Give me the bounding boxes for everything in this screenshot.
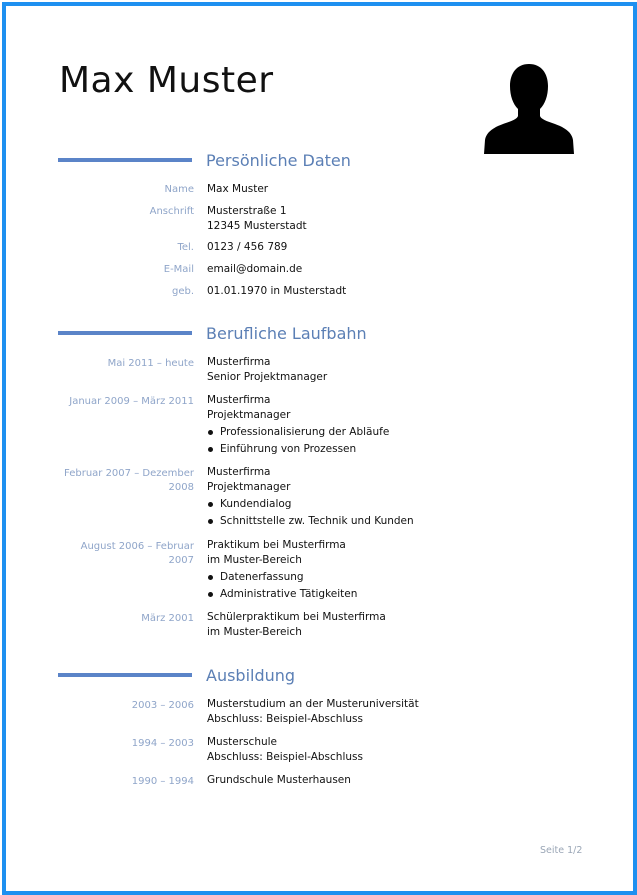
career-line: im Muster-Bereich — [207, 626, 302, 638]
career-date — [58, 540, 194, 568]
section-title-career: Berufliche Laufbahn — [206, 324, 367, 343]
career-line: Praktikum bei Musterfirma — [207, 539, 346, 551]
education-line: Abschluss: Beispiel-Abschluss — [207, 751, 363, 763]
section-bar-education — [58, 673, 192, 677]
education-line: Grundschule Musterhausen — [207, 774, 351, 786]
career-date: März 2001 — [141, 613, 194, 624]
career-line: Musterfirma — [207, 466, 271, 478]
career-line: Musterfirma — [207, 356, 271, 368]
career-bullet: Einführung von Prozessen — [207, 442, 597, 457]
career-bullet: Administrative Tätigkeiten — [207, 587, 597, 602]
education-date: 1990 – 1994 — [131, 776, 194, 787]
label-phone: Tel. — [177, 242, 194, 253]
career-entry — [207, 393, 597, 457]
address-line: Musterstraße 1 — [207, 205, 287, 217]
career-line: Musterfirma — [207, 394, 271, 406]
value-birth: 01.01.1970 in Musterstadt — [207, 285, 347, 297]
career-line: Projektmanager — [207, 409, 291, 421]
education-entry — [207, 735, 597, 765]
career-date-line: 2007 — [168, 555, 194, 566]
career-entry — [207, 610, 597, 640]
section-title-personal: Persönliche Daten — [206, 151, 351, 170]
education-entry — [207, 697, 597, 727]
education-line: Musterstudium an der Musteruniversität — [207, 698, 419, 710]
page-number: Seite 1/2 — [540, 845, 583, 856]
career-bullet: Schnittstelle zw. Technik und Kunden — [207, 514, 597, 529]
value-name: Max Muster — [207, 183, 269, 195]
career-line: Schülerpraktikum bei Musterfirma — [207, 611, 386, 623]
cv-name: Max Muster — [59, 60, 274, 101]
career-bullet: Professionalisierung der Abläufe — [207, 425, 597, 440]
career-entry — [207, 355, 597, 385]
value-email: email@domain.de — [207, 263, 303, 275]
career-date — [58, 467, 194, 495]
label-name: Name — [164, 184, 194, 195]
value-address — [207, 204, 597, 234]
education-line: Musterschule — [207, 736, 278, 748]
career-entry — [207, 465, 597, 529]
education-entry — [207, 773, 597, 788]
career-date-line: August 2006 – Februar — [80, 541, 194, 552]
career-line: Senior Projektmanager — [207, 371, 328, 383]
career-date-line: 2008 — [168, 482, 194, 493]
section-bar-career — [58, 331, 192, 335]
career-entry — [207, 538, 597, 602]
career-date: Januar 2009 – März 2011 — [69, 396, 194, 407]
person-silhouette-icon — [483, 62, 575, 154]
education-date: 2003 – 2006 — [131, 700, 194, 711]
education-date: 1994 – 2003 — [131, 738, 194, 749]
section-title-education: Ausbildung — [206, 666, 296, 685]
section-bar-personal — [58, 158, 192, 162]
career-bullet: Datenerfassung — [207, 570, 597, 585]
education-line: Abschluss: Beispiel-Abschluss — [207, 713, 363, 725]
career-date-line: Februar 2007 – Dezember — [64, 468, 194, 479]
career-date: Mai 2011 – heute — [107, 358, 194, 369]
value-phone: 0123 / 456 789 — [207, 241, 288, 253]
label-birth: geb. — [171, 286, 194, 297]
label-email: E-Mail — [163, 264, 194, 275]
career-line: im Muster-Bereich — [207, 554, 302, 566]
label-address: Anschrift — [149, 206, 194, 217]
career-bullet: Kundendialog — [207, 497, 597, 512]
career-line: Projektmanager — [207, 481, 291, 493]
address-line: 12345 Musterstadt — [207, 220, 307, 232]
